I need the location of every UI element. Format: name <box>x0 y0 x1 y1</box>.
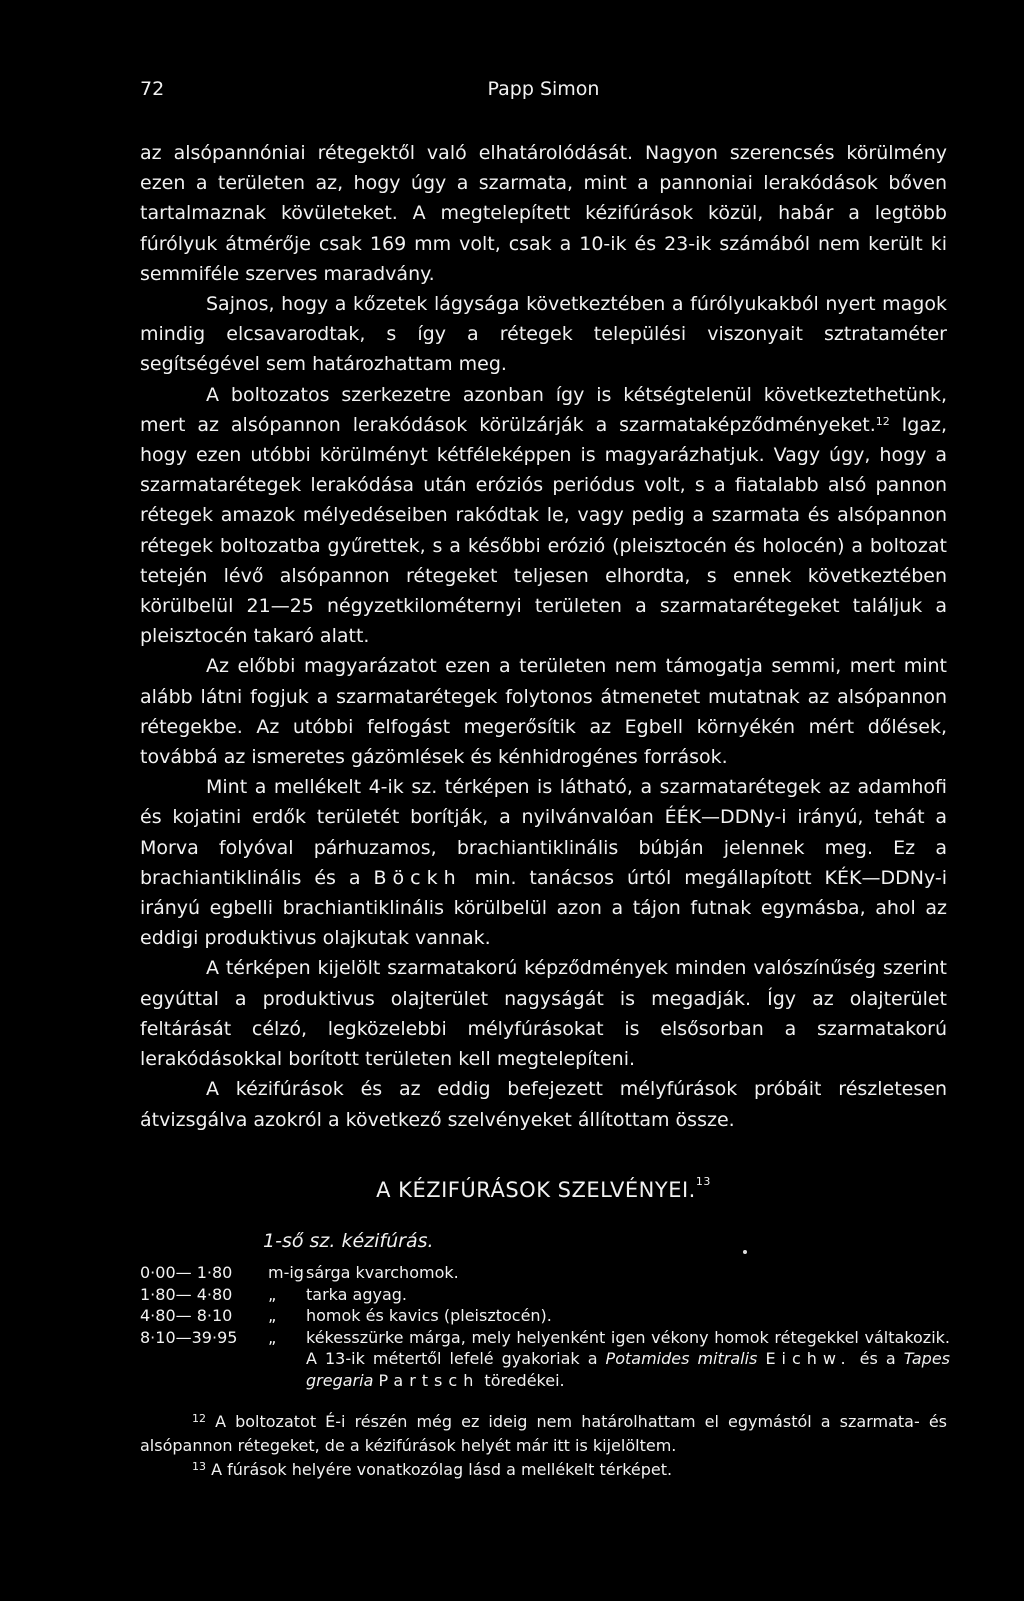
paragraph-1 <box>140 138 947 289</box>
page-header <box>140 78 947 108</box>
footnote-text: A fúrások helyére vonatkozólag lásd a mellékelt térképet. <box>206 1460 673 1479</box>
log-description: tarka agyag. <box>306 1284 408 1304</box>
paragraph-5-text-b: min. tanácsos úrtól megállapított KÉK—DDNy-i irányú egbelli brachiantiklinális körülbelül azon a tájon futnak egymásba, ahol az eddigi produktivus olajkutak vannak. <box>140 866 948 950</box>
page-number: 72 <box>140 78 165 100</box>
paragraph-5-text-a: Mint a mellékelt 4-ik sz. térképen is látható, a szarmatarétegek az adamhofi és kojatini erdők területét borítják, a nyilvánvalóan ÉÉK—DDNy-i irányú, tehát a Morva folyóval párhuzamos, brachiantiklinális búbján jelennek meg. Ez a brachiantiklinális és a <box>140 776 947 889</box>
species-name: Potamides mitralis <box>605 1349 758 1368</box>
footnote-number: 12 <box>192 1412 206 1425</box>
paragraph-2 <box>140 289 947 380</box>
log-depth-range: 4·80— 8·10 <box>140 1306 233 1325</box>
log-description-text-a: kékesszürke márga, mely helyenként igen vékony homok rétegekkel váltakozik. A 13-ik métertől lefelé gyakoriak a <box>306 1327 950 1368</box>
borehole-log <box>140 1262 950 1391</box>
footnote-text: A boltozatot É-i részén még ez ideig nem határolhattam el egymástól a szarmata- és alsópannon rétegeket, de a kézifúrások helyét már itt is kijelöltem. <box>140 1412 947 1455</box>
species-author: Partsch <box>378 1370 480 1390</box>
footnote-ref-12: 12 <box>875 414 890 428</box>
log-depth-range: 8·10—39·95 <box>140 1327 238 1347</box>
log-description <box>306 1327 950 1392</box>
footnote-ref-13: 13 <box>695 1175 711 1188</box>
log-depth-range: 1·80— 4·80 <box>140 1284 233 1304</box>
footnote-13 <box>140 1458 947 1482</box>
log-row <box>140 1305 950 1327</box>
borehole-subheading: 1-ső sz. kézifúrás. <box>263 1230 434 1252</box>
footnotes <box>140 1410 947 1482</box>
body-text <box>140 138 947 1135</box>
log-row <box>140 1262 950 1284</box>
paragraph-6-text: A térképen kijelölt szarmatakorú képződmények minden valószínűség szerint egyúttal a produktivus olajterület nagyságát is megadják. Így az olajterület feltárását célzó, legközelebbi mélyfúrásokat is elsősorban a szarmatakorú lerakódásokkal borított területen kell megtelepíteni. <box>140 957 947 1071</box>
paragraph-7-text: A kézifúrások és az eddig befejezett mélyfúrások próbáit részletesen átvizsgálva azokról a következő szelvényeket állítottam össze. <box>140 1078 947 1131</box>
paragraph-7 <box>140 1074 947 1134</box>
log-unit: m-ig <box>268 1263 304 1282</box>
section-title <box>140 1175 947 1202</box>
paragraph-3-text-b: Igaz, hogy ezen utóbbi körülményt kétféleképpen is magyarázhatjuk. Vagy úgy, hogy a szarmatarétegek lerakódása után eróziós periódus volt, s a fiatalabb alsó pannon rétegek amazok mélyedéseiben rakódtak le, vagy pedig a szarmata és alsópannon rétegek boltozatba gyűrettek, s a későbbi erózió (pleisztocén és holocén) a boltozat tetején lévő alsópannon rétegeket teljesen elhordta, s ennek következtében körülbelül 21—25 négyzetkilométernyi területen a szarmatarétegeket találjuk a pleisztocén takaró alatt. <box>140 413 947 648</box>
species-name: Tapes gregaria <box>306 1349 950 1390</box>
log-unit: „ <box>268 1327 277 1347</box>
footnote-12 <box>140 1410 947 1458</box>
species-author: Eichw. <box>765 1349 852 1368</box>
log-depth-range: 0·00— 1·80 <box>140 1263 233 1282</box>
paragraph-4-text: Az előbbi magyarázatot ezen a területen nem támogatja semmi, mert mint alább látni fogjuk a szarmatarétegek folytonos átmenetet mutatnak az alsópannon rétegekbe. Az utóbbi felfogást megerősítik az Egbell környékén mért dőlések, továbbá az ismeretes gázömlések és kénhidrogénes források. <box>140 655 947 769</box>
log-row <box>140 1327 950 1392</box>
paragraph-1-text: az alsópannóniai rétegektől való elhatárolódását. Nagyon szerencsés körülmény ezen a területen az, hogy úgy a szarmata, mint a pannoniai lerakódások bőven tartalmaznak kövületeket. A megtelepített kézifúrások közül, habár a legtöbb fúrólyuk átmérője csak 169 mm volt, csak a 10-ik és 23-ik számából nem került ki semmiféle szerves maradvány. <box>140 142 947 285</box>
paragraph-6 <box>140 953 947 1074</box>
paragraph-3-text-a: A boltozatos szerkezetre azonban így is kétségtelenül következtethetünk, mert az alsópannon lerakódások körülzárják a szarmataképződményeket. <box>140 383 947 436</box>
log-unit: „ <box>268 1284 277 1304</box>
log-row <box>140 1284 950 1306</box>
log-description-mid: és a <box>851 1349 904 1368</box>
log-description-text-b: töredékei. <box>479 1370 565 1390</box>
log-description: sárga kvarchomok. <box>306 1263 459 1282</box>
paragraph-3 <box>140 380 947 652</box>
paragraph-4 <box>140 651 947 772</box>
footnote-number: 13 <box>192 1460 206 1473</box>
section-title-text: A KÉZIFÚRÁSOK SZELVÉNYEI. <box>376 1178 696 1202</box>
paragraph-2-text: Sajnos, hogy a kőzetek lágysága következtében a fúrólyukakból nyert magok mindig elcsavarodtak, s így a rétegek települési viszonyait sztrataméter segítségével sem határozhattam meg. <box>140 293 947 376</box>
paragraph-5 <box>140 772 947 953</box>
log-unit: „ <box>268 1306 277 1325</box>
running-head: Papp Simon <box>487 78 600 100</box>
log-description: homok és kavics (pleisztocén). <box>306 1306 552 1325</box>
stray-dot-mark <box>743 1250 747 1254</box>
author-name-bockh: Böckh <box>373 866 462 889</box>
